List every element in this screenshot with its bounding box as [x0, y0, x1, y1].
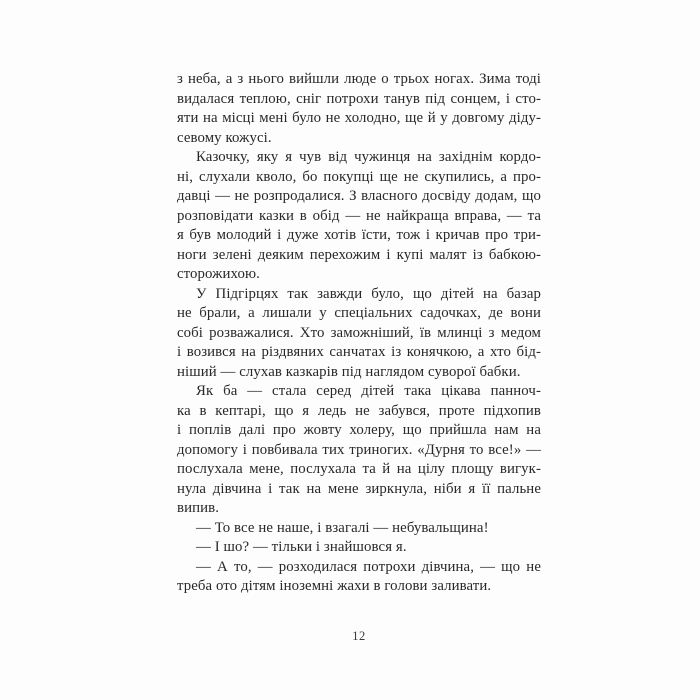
- text-line: випив.: [177, 500, 220, 516]
- text-line: треба ото дітям іноземні жахи в голови заливати.: [177, 578, 492, 594]
- text-line: і поплів далі про жовту холеру, що прийшла нам на: [177, 422, 541, 438]
- text-line: Як ба — стала серед дітей така цікава панноч-: [196, 383, 541, 399]
- text-block: [177, 70, 541, 597]
- text-line: ка в кептарі, що я ледь не забувся, проте підхопив: [177, 402, 541, 419]
- paragraph: [177, 70, 541, 148]
- text-line: — То все не наше, і взагалі — небувальщина!: [196, 519, 489, 536]
- text-line: — А то, — розходилася потрохи дівчина, — що не: [196, 558, 541, 575]
- text-line: не брали, а лишали у спеціальних садочках, де вони: [177, 305, 541, 321]
- paragraph: [177, 148, 541, 285]
- text-line: ніший — слухав казкарів під наглядом суворої бабки.: [177, 363, 521, 380]
- text-line: ні, слухали кволо, бо покупці ще не скупились, а про-: [177, 168, 541, 185]
- text-line: нула дівчина і так на мене зиркнула, ніби я її пальне: [177, 480, 541, 497]
- text-line: розповідати казки в обід — не найкраща вправа, — та: [177, 207, 541, 224]
- page-number: 12: [352, 629, 366, 643]
- text-line: сторожихою.: [177, 266, 260, 282]
- paragraph: [177, 285, 541, 383]
- text-line: У Підгірцях так завжди було, що дітей на базар: [196, 285, 541, 302]
- text-line: видалася теплою, сніг потрохи танув під сонцем, і сто-: [177, 90, 541, 107]
- text-line: собі розважалися. Хто заможніший, їв млинці з медом: [177, 324, 541, 341]
- text-line: послухала мене, послухала та й на цілу площу вигук-: [177, 461, 541, 477]
- paragraph: [177, 538, 541, 558]
- text-line: севому кожусі.: [177, 129, 272, 146]
- text-line: — І шо? — тільки і знайшовся я.: [196, 539, 407, 555]
- text-line: з неба, а з нього вийшли люде о трьох ногах. Зима тоді: [177, 71, 541, 87]
- text-line: допомогу і повбивала тих триногих. «Дурня то все!» —: [177, 441, 541, 458]
- paragraph: [177, 558, 541, 597]
- text-line: яти на місці мені було не холодно, ще й у довгому діду-: [177, 110, 541, 126]
- text-line: Казочку, яку я чув від чужинця на західнім кордо-: [196, 149, 541, 165]
- paragraph: [177, 382, 541, 519]
- text-line: я був молодий і дуже хотів їсти, тож і кричав про три-: [177, 227, 541, 243]
- paragraph: [177, 519, 541, 539]
- text-line: ноги зелені деяким перехожим і купі малят із бабкою-: [177, 246, 541, 263]
- text-line: і возився на різдвяних санчатах із конячкою, а хто бід-: [177, 344, 541, 360]
- text-line: давці — не розпродалися. З власного досвіду додам, що: [177, 188, 541, 204]
